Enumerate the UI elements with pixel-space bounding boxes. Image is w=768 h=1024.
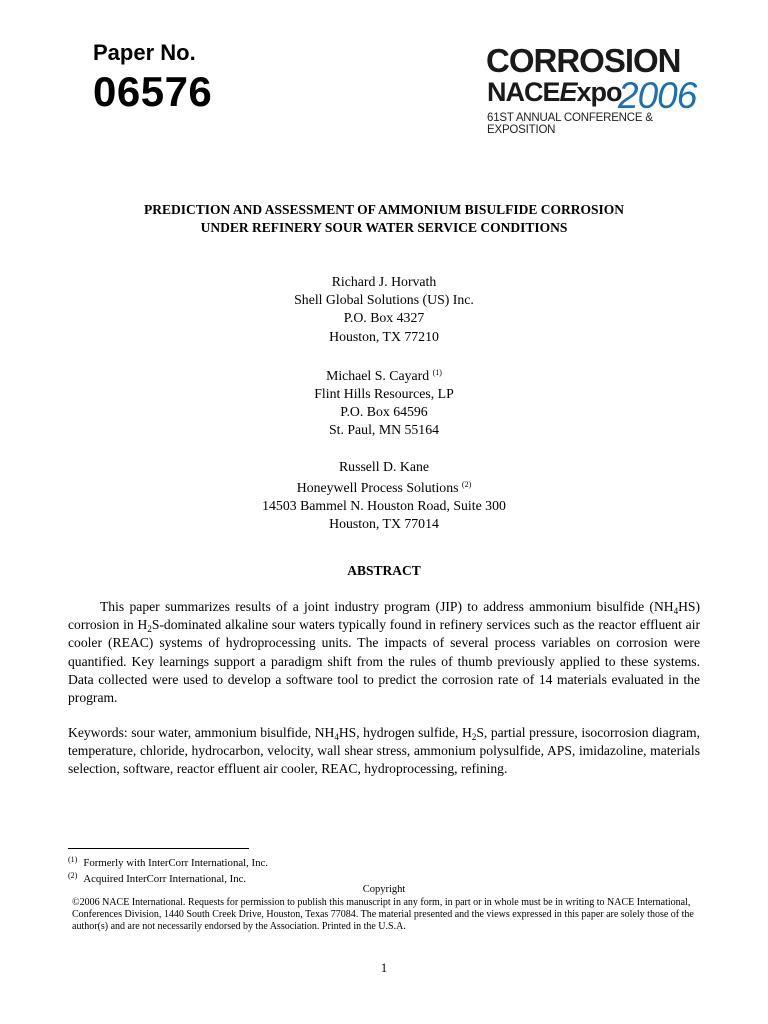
logo-year: 2006 bbox=[618, 75, 697, 116]
paper-number: 06576 bbox=[93, 68, 213, 115]
paper-number-label: Paper No. bbox=[93, 40, 196, 65]
corrosion-nacexpo-logo bbox=[486, 42, 718, 136]
copyright-heading: Copyright bbox=[362, 884, 406, 895]
author-organization: Shell Global Solutions (US) Inc. bbox=[294, 292, 474, 308]
author-address-line: Houston, TX 77014 bbox=[329, 516, 439, 532]
author-address-line: Houston, TX 77210 bbox=[329, 328, 439, 344]
author-name: Richard J. Horvath bbox=[331, 274, 437, 289]
author-address-line: P.O. Box 64596 bbox=[340, 404, 428, 420]
author-address-line: P.O. Box 4327 bbox=[343, 310, 425, 326]
author-list bbox=[84, 273, 684, 551]
abstract-heading: ABSTRACT bbox=[347, 563, 421, 578]
author-address-line: St. Paul, MN 55164 bbox=[328, 422, 439, 438]
author-address-line: 14503 Bammel N. Houston Road, Suite 300 bbox=[262, 498, 506, 514]
paper-title bbox=[84, 201, 684, 237]
author-organization: Flint Hills Resources, LP bbox=[314, 386, 454, 402]
logo-word-corrosion: CORROSION bbox=[486, 42, 681, 79]
page-number: 1 bbox=[380, 961, 388, 975]
author-name: Russell D. Kane bbox=[338, 458, 430, 474]
footnote: $^{(1)}$ Formerly with InterCorr International, Inc. bbox=[68, 855, 269, 869]
paper-title-line-1: PREDICTION AND ASSESSMENT OF AMMONIUM BISULFIDE CORROSION bbox=[143, 202, 625, 217]
abstract-paragraph: This paper summarizes results of a joint industry program (JIP) to address ammonium bisulfide $(NH_4HS)$ corrosion in $H_2S$-dominated alkaline sour waters typically found in refinery services such as the reactor effluent air cooler (REAC) systems of hydroprocessing units. The impacts of several process variables on corrosion were quantified. Key learnings support a paradigm shift from the rules of thumb previously applied to these systems. Data collected were used to develop a software tool to predict the corrosion rate of 14 materials evaluated in the program. bbox=[68, 599, 700, 706]
keywords-paragraph: Keywords: sour water, ammonium bisulfide, $NH_4HS$, hydrogen sulfide, $H_2S$, partial pressure, isocorrosion diagram, temperature, chloride, hydrocarbon, velocity, wall shear stress, ammonium polysulfide, APS, imidazoline, materials selection, software, reactor effluent air cooler, REAC, hydroprocessing, refining. bbox=[68, 725, 701, 777]
footnote-marker: (2) bbox=[68, 871, 78, 880]
author-block bbox=[84, 364, 684, 440]
footnote-marker: (2) bbox=[461, 479, 472, 489]
footnote-marker: (1) bbox=[68, 855, 78, 864]
footnote-marker: (1) bbox=[432, 367, 442, 377]
author-name: Michael S. Cayard $^{(1)}$ bbox=[326, 367, 442, 383]
author-organization: Honeywell Process Solutions $^{(2)}$ bbox=[296, 479, 472, 495]
footnote-divider bbox=[68, 848, 249, 849]
paper-title-line-2: UNDER REFINERY SOUR WATER SERVICE CONDITIONS bbox=[200, 220, 568, 235]
copyright-notice: ©2006 NACE International. Requests for permission to publish this manuscript in any form, in part or in whole must be in writing to NACE International, Conferences Division, 1440 South Creek Drive, Houston, Texas 77084. The material presented and the views expressed in this paper are solely those of the author(s) and are not necessarily endorsed by the Association. Printed in the U.S.A. bbox=[72, 897, 694, 933]
logo-word-nacexpo: NACEExpo bbox=[487, 77, 622, 107]
footnote: $^{(2)}$ Acquired InterCorr International, Inc. bbox=[68, 871, 247, 885]
logo-subtitle: 61ST ANNUAL CONFERENCE & EXPOSITION bbox=[487, 112, 653, 136]
author-block bbox=[84, 273, 684, 346]
author-block bbox=[84, 458, 684, 534]
